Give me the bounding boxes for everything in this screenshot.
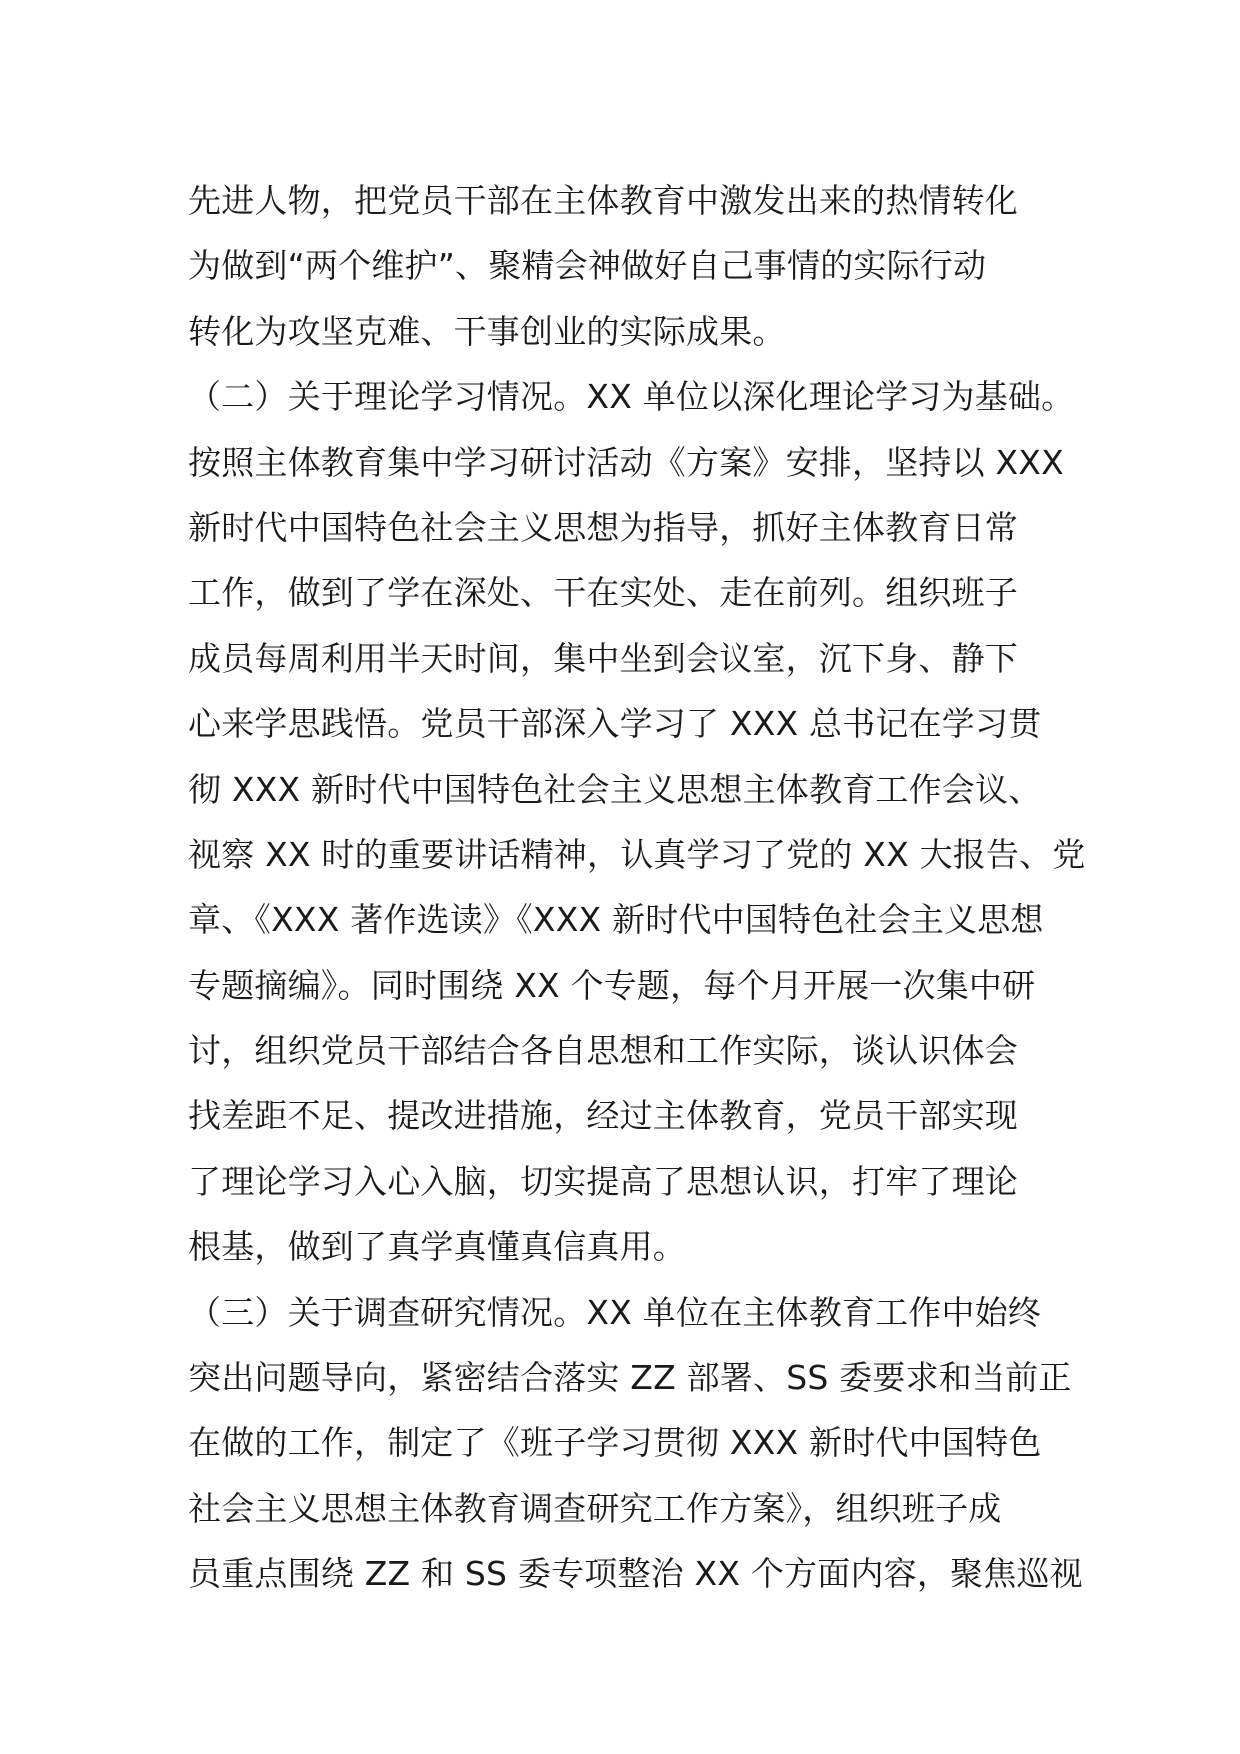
- text-line: 工作，做到了学在深处、干在实处、走在前列。组织班子: [188, 573, 1018, 613]
- section-heading-line: （二）关于理论学习情况。XX 单位以深化理论学习为基础。: [188, 377, 1075, 417]
- text-line: 为做到“两个维护”、聚精会神做好自己事情的实际行动: [188, 246, 987, 286]
- text-line: 先进人物，把党员干部在主体教育中激发出来的热情转化: [188, 181, 1018, 220]
- text-line: 根基，做到了真学真懂真信真用。: [188, 1227, 686, 1267]
- text-line: 转化为攻坚克难、干事创业的实际成果。: [188, 311, 786, 351]
- text-line: 视察 XX 时的重要讲话精神，认真学习了党的 XX 大报告、党: [188, 834, 1086, 874]
- text-line: 专题摘编》。同时围绕 XX 个专题，每个月开展一次集中研: [188, 965, 1036, 1005]
- text-line: 在做的工作，制定了《班子学习贯彻 XXX 新时代中国特色: [188, 1423, 1042, 1463]
- section-heading-line: （三）关于调查研究情况。XX 单位在主体教育工作中始终: [188, 1292, 1042, 1332]
- text-line: 找差距不足、提改进措施，经过主体教育，党员干部实现: [188, 1096, 1018, 1136]
- text-line: 章、《XXX 著作选读》《XXX 新时代中国特色社会主义思想: [188, 900, 1044, 940]
- text-line: 讨，组织党员干部结合各自思想和工作实际，谈认识体会: [188, 1031, 1018, 1071]
- text-line: 按照主体教育集中学习研讨活动《方案》安排，坚持以 XXX: [188, 442, 1064, 482]
- text-line: 成员每周利用半天时间，集中坐到会议室，沉下身、静下: [188, 638, 1018, 678]
- text-line: 员重点围绕 ZZ 和 SS 委专项整治 XX 个方面内容，聚焦巡视: [188, 1554, 1083, 1594]
- body-text: [188, 168, 1088, 1607]
- text-line: 了理论学习入心入脑，切实提高了思想认识，打牢了理论: [188, 1161, 1018, 1201]
- text-line: 社会主义思想主体教育调查研究工作方案》，组织班子成: [188, 1488, 1002, 1528]
- text-line: 突出问题导向，紧密结合落实 ZZ 部署、SS 委要求和当前正: [188, 1358, 1072, 1398]
- text-line: 彻 XXX 新时代中国特色社会主义思想主体教育工作会议、: [188, 769, 1042, 809]
- text-line: 心来学思践悟。党员干部深入学习了 XXX 总书记在学习贯: [188, 704, 1042, 744]
- text-line: 新时代中国特色社会主义思想为指导，抓好主体教育日常: [188, 507, 1018, 547]
